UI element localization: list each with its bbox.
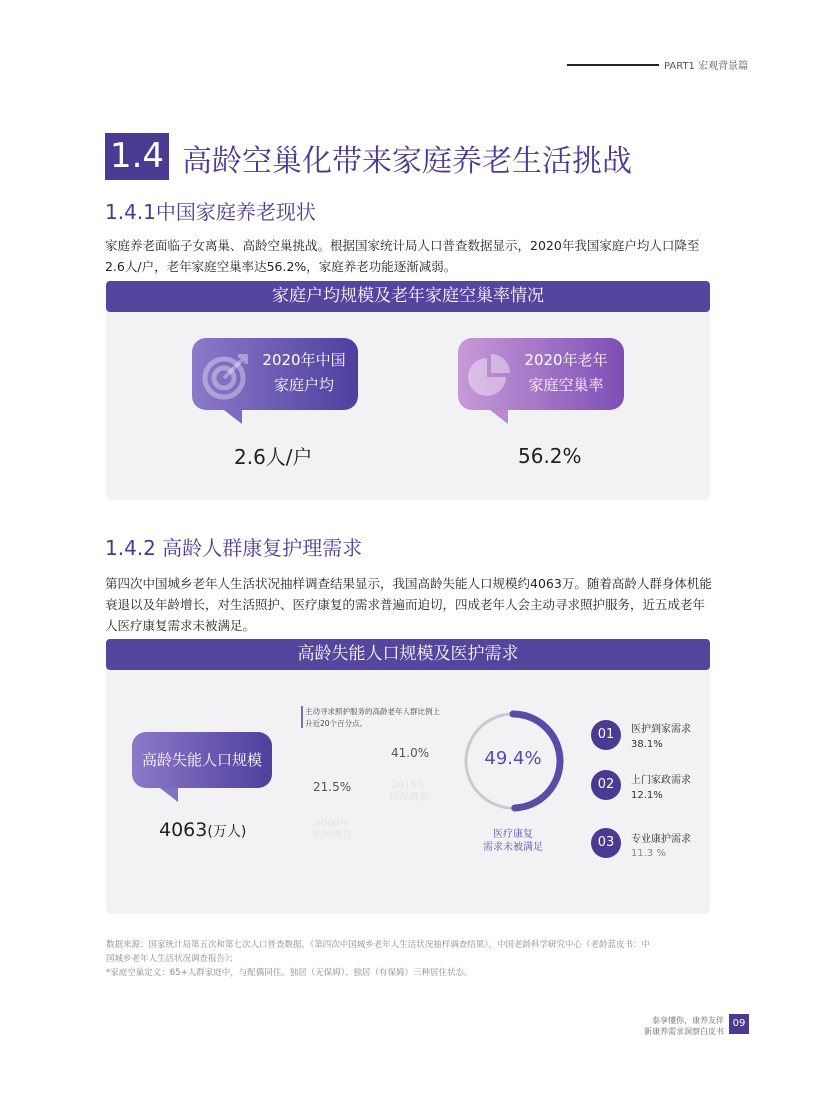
source-line1: 数据来源：国家统计局第五次和第七次人口普查数据，《第四次中国城乡老年人生活状况抽样调查结果》，中国老龄科学研究中心《老龄蓝皮书：中 bbox=[106, 940, 651, 950]
pct-2000: 21.5% bbox=[313, 780, 352, 794]
year-2000-line1: 2000年 bbox=[314, 818, 350, 829]
year-2000-line2: 状况调查 bbox=[312, 830, 352, 841]
paragraph-1-4-1: 家庭养老面临子女离巢、高龄空巢挑战。根据国家统计局人口普查数据显示，2020年我国家庭户均人口降至2.6人/户，老年家庭空巢率达56.2%，家庭养老功能逐渐减弱。 bbox=[105, 238, 700, 274]
note-line1: 主动寻求照护服务的高龄老年人群比例上 bbox=[305, 707, 440, 716]
card1-line2: 家庭户均 bbox=[273, 376, 334, 394]
header-rule bbox=[567, 64, 659, 66]
year-2015-line1: 2015年 bbox=[391, 780, 427, 791]
source-line2: 国城乡老年人生活状况调查报告》； bbox=[106, 954, 238, 964]
card1-line1: 2020年中国 bbox=[262, 351, 346, 369]
card2-line1: 2020年老年 bbox=[524, 351, 608, 369]
value-household-size: 2.6人/户 bbox=[234, 445, 313, 469]
ring-value: 49.4% bbox=[484, 748, 542, 769]
item-label-03: 专业康护需求 bbox=[631, 834, 691, 845]
note-line2: 升近20个百分点。 bbox=[305, 719, 368, 728]
bubble-household-size bbox=[192, 338, 358, 410]
ring-label bbox=[460, 828, 566, 854]
target-icon bbox=[202, 352, 250, 400]
item-label-01: 医护到家需求 bbox=[631, 724, 691, 735]
year-2015-line2: 状况调查 bbox=[389, 792, 429, 803]
section-title: 高龄空巢化带来家庭养老生活挑战 bbox=[182, 144, 632, 179]
section-number: 1.4 bbox=[105, 133, 169, 180]
bubble-disability-scale bbox=[132, 732, 272, 788]
item-value-03: 11.3 % bbox=[631, 848, 666, 859]
value-disability-unit: (万人) bbox=[207, 824, 247, 840]
bubble-tail bbox=[490, 410, 508, 424]
header-part-label: PART1 宏观背景篇 bbox=[664, 61, 749, 72]
source-notes bbox=[106, 938, 716, 980]
bubble-empty-nest-rate bbox=[458, 338, 624, 410]
note-care-seeking bbox=[305, 706, 440, 730]
page-number: 09 bbox=[729, 1014, 749, 1034]
pie-chart-icon bbox=[466, 352, 512, 398]
footer-slogan bbox=[644, 1015, 724, 1037]
subsection-title-1-4-1: 1.4.1中国家庭养老现状 bbox=[105, 200, 316, 224]
item-value-02: 12.1% bbox=[631, 790, 663, 801]
footer-line1: 泰享懂你，康养友伴 bbox=[652, 1016, 724, 1025]
band-household-title: 家庭户均规模及老年家庭空巢率情况 bbox=[106, 281, 710, 312]
source-line3: *家庭空巢定义：65+人群家庭中，与配偶同住、独居（无保姆）、独居（有保姆）三种居住状态。 bbox=[106, 968, 473, 978]
bubble-tail bbox=[160, 788, 178, 802]
year-2000-label bbox=[304, 818, 360, 842]
pct-2015: 41.0% bbox=[391, 746, 430, 760]
badge-01: 01 bbox=[591, 720, 621, 750]
value-disability-number: 4063 bbox=[159, 819, 208, 841]
paragraph-1-4-2: 第四次中国城乡老年人生活状况抽样调查结果显示，我国高龄失能人口规模约4063万。随着高龄人群身体机能衰退以及年龄增长，对生活照护、医疗康复的需求普遍而迫切，四成老年人会主动寻求照护服务，近五成老年人医疗康复需求未被满足。 bbox=[105, 576, 712, 633]
note-rule bbox=[301, 706, 303, 728]
item-value-01: 38.1% bbox=[631, 739, 663, 750]
value-empty-nest-rate: 56.2% bbox=[518, 444, 582, 468]
ring-label-line2: 需求未被满足 bbox=[483, 842, 543, 853]
value-disability-scale bbox=[159, 819, 246, 841]
subsection-title-1-4-2: 1.4.2 高龄人群康复护理需求 bbox=[105, 536, 363, 560]
year-2015-label bbox=[381, 780, 437, 804]
ring-label-line1: 医疗康复 bbox=[493, 829, 533, 840]
item-label-02: 上门家政需求 bbox=[631, 775, 691, 786]
bubble-disability-label: 高龄失能人口规模 bbox=[141, 751, 262, 769]
footer-line2: 新康养需求洞察白皮书 bbox=[644, 1027, 724, 1036]
card2-line2: 家庭空巢率 bbox=[528, 376, 604, 394]
bubble-tail bbox=[224, 410, 242, 424]
badge-03: 03 bbox=[591, 828, 621, 858]
band-disability-title: 高龄失能人口规模及医护需求 bbox=[106, 639, 710, 670]
badge-02: 02 bbox=[591, 770, 621, 800]
